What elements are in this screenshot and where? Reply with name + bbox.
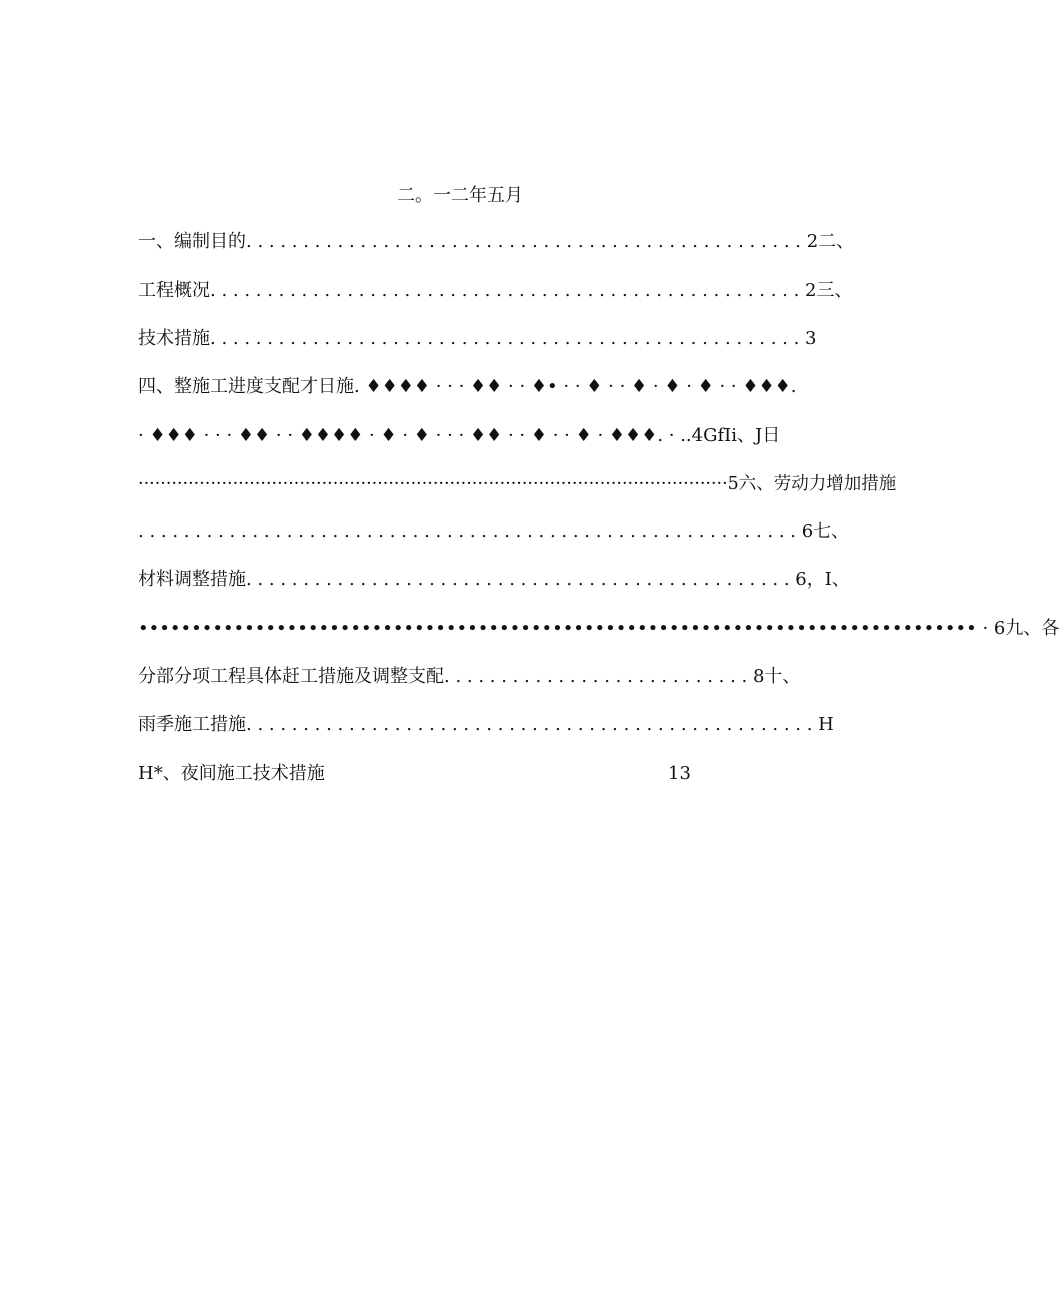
toc-line: ••••••••••••••••••••••••••••••••••••••••••••••••••••••••••••••••••••••••••••••• · 6九、各: [138, 618, 1059, 639]
toc-line: 一、编制目的. . . . . . . . . . . . . . . . . . . . . . . . . . . . . . . . . . . . . . . . . . . . . . . . . 2二、: [138, 231, 855, 252]
toc-line: 雨季施工措施. . . . . . . . . . . . . . . . . . . . . . . . . . . . . . . . . . . . . . . . . . . . . . . . . . H: [138, 714, 834, 735]
toc-line: 材料调整措施. . . . . . . . . . . . . . . . . . . . . . . . . . . . . . . . . . . . . . . . . . . . . . . . 6，I、: [138, 569, 850, 590]
toc-line: 分部分项工程具体赶工措施及调整支配. . . . . . . . . . . . . . . . . . . . . . . . . . . 8十、: [138, 666, 801, 687]
document-date: 二。一二年五月: [397, 185, 523, 206]
toc-line: 技术措施. . . . . . . . . . . . . . . . . . . . . . . . . . . . . . . . . . . . . . . . . . . . . . . . . . . . 3: [138, 328, 817, 349]
toc-line: ··········································································································5六、劳动力增加措施: [138, 474, 897, 494]
toc-line: 四、整施工进度支配才日施. ♦♦♦♦ · · · ♦♦ · · ♦• · · ♦ · · ♦ · ♦ · ♦ · · ♦♦♦.: [138, 376, 797, 397]
toc-line: 工程概况. . . . . . . . . . . . . . . . . . . . . . . . . . . . . . . . . . . . . . . . . . . . . . . . . . . . 2三、: [138, 280, 853, 301]
toc-line: . . . . . . . . . . . . . . . . . . . . . . . . . . . . . . . . . . . . . . . . . . . . . . . . . . . . . . . . . . 6七、: [138, 521, 850, 542]
toc-line: H*、夜间施工技术措施 13: [138, 763, 691, 784]
toc-line: · ♦♦♦ · · · ♦♦ · · ♦♦♦♦ · ♦ · ♦ · · · ♦♦ · · ♦ · · ♦ · ♦♦♦. · ..4GfIi、J日: [138, 425, 781, 446]
